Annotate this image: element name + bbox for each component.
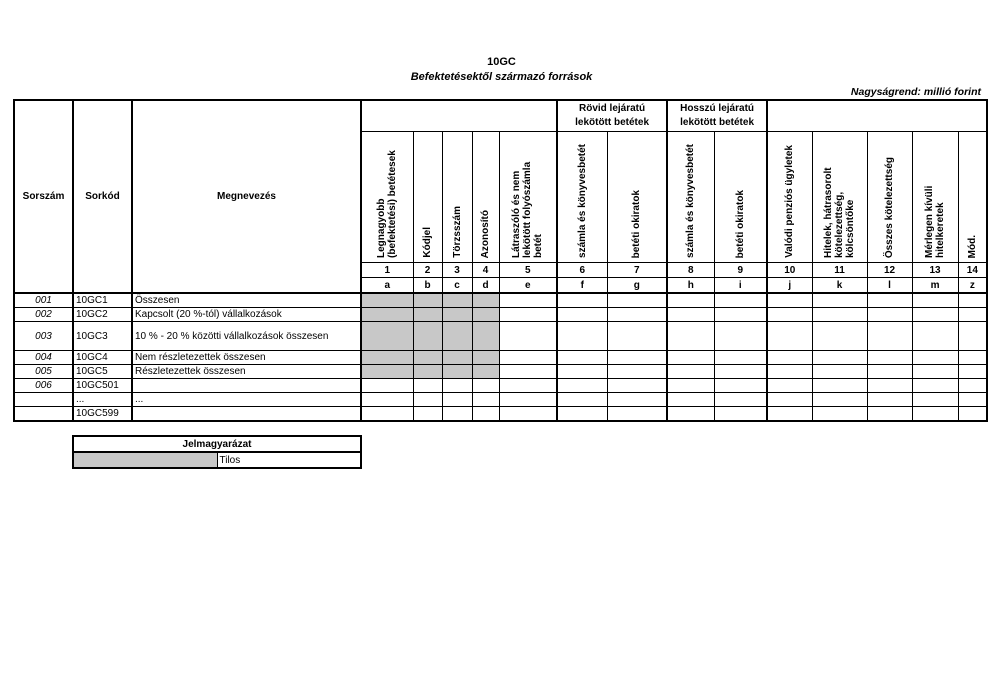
col-12-header: Összes kötelezettség (884, 156, 896, 258)
data-cell-col-6[interactable] (557, 322, 607, 351)
data-cell-col-14[interactable] (958, 365, 987, 379)
data-cell-col-10[interactable] (767, 379, 812, 393)
col-letter: d (472, 278, 499, 294)
data-cell-col-9[interactable] (714, 407, 767, 422)
col-4-header: Azonosító (480, 209, 491, 258)
data-cell-col-1 (361, 308, 413, 322)
col-letter: f (557, 278, 607, 294)
col-letter: a (361, 278, 413, 294)
row-sorszam (14, 407, 73, 422)
col-number: 13 (912, 263, 958, 278)
data-cell-col-10[interactable] (767, 351, 812, 365)
data-cell-col-10[interactable] (767, 365, 812, 379)
data-cell-col-2 (413, 293, 442, 308)
col-letter: e (499, 278, 557, 294)
col-sorszam-header: Sorszám (14, 100, 73, 293)
data-cell-col-5[interactable] (499, 407, 557, 422)
data-cell-col-5[interactable] (499, 293, 557, 308)
col-5-header: Látraszóló és nem lekötött folyószámla betét (511, 161, 545, 258)
data-cell-col-6[interactable] (557, 293, 607, 308)
data-cell-col-5[interactable] (499, 351, 557, 365)
row-sorkod: 10GC3 (73, 322, 132, 351)
col-letter: i (714, 278, 767, 294)
data-cell-col-8[interactable] (667, 407, 714, 422)
data-cell-col-2 (413, 365, 442, 379)
col-number: 7 (607, 263, 667, 278)
col-number: 9 (714, 263, 767, 278)
data-cell-col-7[interactable] (607, 293, 667, 308)
data-cell-col-14[interactable] (958, 393, 987, 407)
data-cell-col-9[interactable] (714, 351, 767, 365)
col-letter: b (413, 278, 442, 294)
data-cell-col-7[interactable] (607, 308, 667, 322)
data-cell-col-2 (413, 322, 442, 351)
data-cell-col-7[interactable] (607, 351, 667, 365)
col-number: 11 (812, 263, 867, 278)
col-6-header: számla és könyvesbetét (576, 144, 588, 258)
data-cell-col-6[interactable] (557, 308, 607, 322)
data-cell-col-14[interactable] (958, 407, 987, 422)
data-cell-col-2[interactable] (413, 379, 442, 393)
data-cell-col-14[interactable] (958, 308, 987, 322)
data-cell-col-1 (361, 322, 413, 351)
data-cell-col-2[interactable] (413, 407, 442, 422)
table-row (14, 322, 987, 351)
data-cell-col-11[interactable] (812, 393, 867, 407)
data-cell-col-12[interactable] (867, 322, 912, 351)
table-row (14, 365, 987, 379)
row-sorszam: 003 (14, 322, 73, 351)
data-cell-col-3[interactable] (442, 393, 472, 407)
data-cell-col-13[interactable] (912, 393, 958, 407)
col-megnevezes-header: Megnevezés (132, 100, 361, 293)
col-letter: g (607, 278, 667, 294)
data-cell-col-7[interactable] (607, 393, 667, 407)
data-cell-col-3 (442, 322, 472, 351)
col-number: 12 (867, 263, 912, 278)
col-14-header: Mód. (966, 234, 978, 258)
data-cell-col-14[interactable] (958, 322, 987, 351)
row-sorkod: 10GC4 (73, 351, 132, 365)
table-row (14, 379, 987, 393)
col-number: 8 (667, 263, 714, 278)
data-cell-col-10[interactable] (767, 393, 812, 407)
main-table (13, 99, 988, 422)
data-cell-col-13[interactable] (912, 351, 958, 365)
data-cell-col-5[interactable] (499, 365, 557, 379)
data-cell-col-4 (472, 365, 499, 379)
data-cell-col-10[interactable] (767, 407, 812, 422)
legend-swatch (73, 452, 217, 468)
col-letter: m (912, 278, 958, 294)
header-blank-2 (767, 100, 987, 132)
data-cell-col-2[interactable] (413, 393, 442, 407)
data-cell-col-9[interactable] (714, 322, 767, 351)
col-sorkod-header: Sorkód (73, 100, 132, 293)
data-cell-col-8[interactable] (667, 351, 714, 365)
data-cell-col-6[interactable] (557, 351, 607, 365)
data-cell-col-9[interactable] (714, 393, 767, 407)
data-cell-col-3 (442, 308, 472, 322)
data-cell-col-3[interactable] (442, 379, 472, 393)
data-cell-col-10[interactable] (767, 322, 812, 351)
data-cell-col-1 (361, 351, 413, 365)
data-cell-col-9[interactable] (714, 293, 767, 308)
data-cell-col-8[interactable] (667, 379, 714, 393)
data-cell-col-11[interactable] (812, 322, 867, 351)
unit-note: Nagyságrend: millió forint (850, 86, 981, 98)
data-cell-col-11[interactable] (812, 365, 867, 379)
col-7-header: betéti okiratok (631, 189, 643, 258)
data-cell-col-4 (472, 308, 499, 322)
data-cell-col-12[interactable] (867, 393, 912, 407)
data-cell-col-12[interactable] (867, 308, 912, 322)
data-cell-col-4[interactable] (472, 393, 499, 407)
col-3-header: Törzsszám (451, 206, 463, 258)
table-row (14, 308, 987, 322)
data-cell-col-12[interactable] (867, 365, 912, 379)
header-blank-1 (361, 100, 557, 132)
data-cell-col-11[interactable] (812, 308, 867, 322)
form-code: 10GC (487, 56, 516, 68)
row-megnevezes: Nem részletezettek összesen (132, 351, 361, 365)
col-number: 14 (958, 263, 987, 278)
data-cell-col-12[interactable] (867, 379, 912, 393)
row-sorkod: 10GC501 (73, 379, 132, 393)
row-sorkod: 10GC2 (73, 308, 132, 322)
data-cell-col-8[interactable] (667, 393, 714, 407)
table-row (14, 407, 987, 422)
row-megnevezes: Összesen (132, 293, 361, 308)
data-cell-col-4 (472, 322, 499, 351)
col-number: 4 (472, 263, 499, 278)
data-cell-col-5[interactable] (499, 379, 557, 393)
data-cell-col-1[interactable] (361, 379, 413, 393)
data-cell-col-13[interactable] (912, 293, 958, 308)
form-subtitle: Befektetésektől származó források (410, 71, 593, 83)
col-9-header: betéti okiratok (734, 189, 746, 258)
data-cell-col-12[interactable] (867, 351, 912, 365)
col-number: 2 (413, 263, 442, 278)
data-cell-col-9[interactable] (714, 365, 767, 379)
row-megnevezes: 10 % - 20 % közötti vállalkozások összesen (132, 322, 361, 351)
data-cell-col-5[interactable] (499, 308, 557, 322)
col-1-header: Legnagyobb (befektetési) betétesek (376, 150, 399, 258)
row-megnevezes (132, 379, 361, 393)
col-number: 5 (499, 263, 557, 278)
table-body (14, 293, 987, 421)
data-cell-col-13[interactable] (912, 365, 958, 379)
row-sorkod: ... (73, 393, 132, 407)
data-cell-col-3 (442, 351, 472, 365)
data-cell-col-3 (442, 293, 472, 308)
col-2-header: Kódjel (422, 227, 433, 258)
row-megnevezes: ... (132, 393, 361, 407)
row-megnevezes: Részletezettek összesen (132, 365, 361, 379)
data-cell-col-1[interactable] (361, 407, 413, 422)
col-letter: l (867, 278, 912, 294)
data-cell-col-4 (472, 351, 499, 365)
data-cell-col-7[interactable] (607, 322, 667, 351)
legend-item-label: Tilos (217, 452, 361, 468)
col-number: 3 (442, 263, 472, 278)
col-letter: h (667, 278, 714, 294)
data-cell-col-11[interactable] (812, 407, 867, 422)
row-sorszam (14, 393, 73, 407)
col-10-header: Valódi penziós ügyletek (784, 145, 796, 258)
data-cell-col-12[interactable] (867, 407, 912, 422)
data-cell-col-13[interactable] (912, 308, 958, 322)
data-cell-col-6[interactable] (557, 393, 607, 407)
col-letter: k (812, 278, 867, 294)
data-cell-col-1[interactable] (361, 393, 413, 407)
col-8-header: számla és könyvesbetét (685, 144, 697, 258)
data-cell-col-7[interactable] (607, 379, 667, 393)
data-cell-col-9[interactable] (714, 308, 767, 322)
data-cell-col-13[interactable] (912, 379, 958, 393)
data-cell-col-8[interactable] (667, 365, 714, 379)
data-cell-col-7[interactable] (607, 365, 667, 379)
data-cell-col-8[interactable] (667, 308, 714, 322)
legend-title: Jelmagyarázat (73, 436, 361, 452)
data-cell-col-11[interactable] (812, 351, 867, 365)
data-cell-col-4[interactable] (472, 379, 499, 393)
data-cell-col-2 (413, 351, 442, 365)
row-sorkod: 10GC1 (73, 293, 132, 308)
row-sorszam: 004 (14, 351, 73, 365)
row-sorszam: 006 (14, 379, 73, 393)
data-cell-col-5[interactable] (499, 322, 557, 351)
data-cell-col-5[interactable] (499, 393, 557, 407)
row-sorszam: 005 (14, 365, 73, 379)
table-row (14, 293, 987, 308)
data-cell-col-8[interactable] (667, 322, 714, 351)
data-cell-col-14[interactable] (958, 379, 987, 393)
col-letter: z (958, 278, 987, 294)
table-row (14, 351, 987, 365)
col-letter: c (442, 278, 472, 294)
data-cell-col-3[interactable] (442, 407, 472, 422)
data-cell-col-10[interactable] (767, 308, 812, 322)
row-megnevezes: Kapcsolt (20 %-tól) vállalkozások (132, 308, 361, 322)
row-megnevezes (132, 407, 361, 422)
data-cell-col-13[interactable] (912, 407, 958, 422)
data-cell-col-13[interactable] (912, 322, 958, 351)
col-number: 10 (767, 263, 812, 278)
col-number: 1 (361, 263, 413, 278)
row-sorkod: 10GC599 (73, 407, 132, 422)
group-short-header: Rövid lejáratú lekötött betétek (557, 100, 667, 132)
data-cell-col-11[interactable] (812, 293, 867, 308)
data-cell-col-7[interactable] (607, 407, 667, 422)
data-cell-col-9[interactable] (714, 379, 767, 393)
row-sorszam: 001 (14, 293, 73, 308)
data-cell-col-2 (413, 308, 442, 322)
data-cell-col-6[interactable] (557, 365, 607, 379)
col-13-header: Mérlegen kívüli hitelkeretek (924, 185, 947, 258)
data-cell-col-14[interactable] (958, 351, 987, 365)
data-cell-col-1 (361, 293, 413, 308)
data-cell-col-4 (472, 293, 499, 308)
data-cell-col-14[interactable] (958, 293, 987, 308)
data-cell-col-8[interactable] (667, 293, 714, 308)
data-cell-col-4[interactable] (472, 407, 499, 422)
data-cell-col-10[interactable] (767, 293, 812, 308)
data-cell-col-6[interactable] (557, 379, 607, 393)
row-sorkod: 10GC5 (73, 365, 132, 379)
data-cell-col-12[interactable] (867, 293, 912, 308)
row-sorszam: 002 (14, 308, 73, 322)
col-letter: j (767, 278, 812, 294)
data-cell-col-6[interactable] (557, 407, 607, 422)
data-cell-col-11[interactable] (812, 379, 867, 393)
data-cell-col-1 (361, 365, 413, 379)
data-cell-col-3 (442, 365, 472, 379)
table-row (14, 393, 987, 407)
col-11-header: Hitelek, hátrasorolt kötelezettség, kölcsöntőke (823, 167, 857, 258)
group-long-header: Hosszú lejáratú lekötött betétek (667, 100, 767, 132)
col-number: 6 (557, 263, 607, 278)
legend-table (72, 435, 362, 469)
